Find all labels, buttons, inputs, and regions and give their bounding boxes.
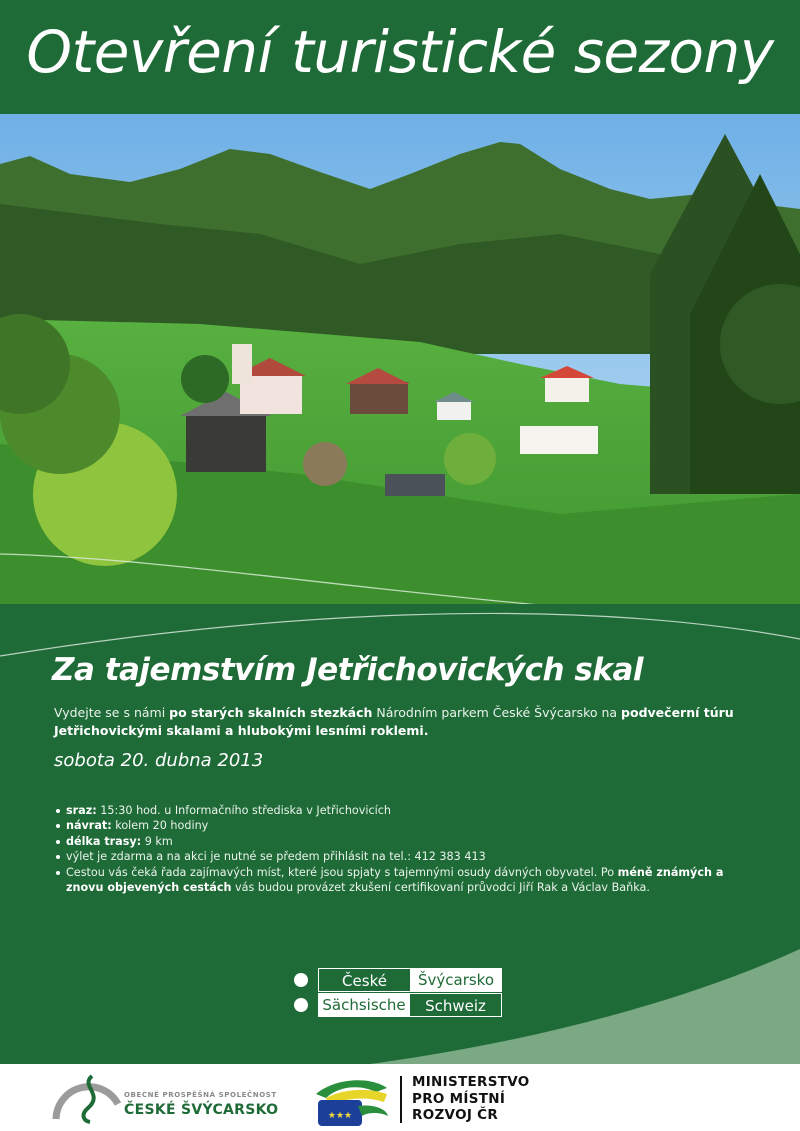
svg-text:★★★: ★★★ xyxy=(327,1111,353,1121)
intro-text: Národním parkem České Švýcarsko na xyxy=(372,705,622,720)
logo-cz-first: České xyxy=(318,968,410,992)
divider xyxy=(400,1076,402,1123)
event-heading: Za tajemstvím Jetřichovických skal xyxy=(52,652,643,688)
event-details xyxy=(54,803,754,895)
ministry-logo-text xyxy=(412,1074,530,1124)
detail-label: délka trasy: xyxy=(66,834,142,848)
ops-logo-icon xyxy=(56,1076,118,1122)
ministry-line: ROZVOJ ČR xyxy=(412,1107,499,1123)
poster-title: Otevření turistické sezony xyxy=(26,18,774,86)
logo-cz-second: Švýcarsko xyxy=(410,968,502,992)
detail-item xyxy=(54,803,754,818)
detail-text: Cestou vás čeká řada zajímavých míst, které jsou spjaty s tajemnými osudy dávných obyvatel. Po xyxy=(66,865,618,879)
logo-de-first: Sächsische xyxy=(318,993,410,1017)
intro-text: Vydejte se s námi xyxy=(54,705,170,720)
detail-item xyxy=(54,865,754,896)
detail-item xyxy=(54,849,754,864)
logo-dot-icon xyxy=(294,998,308,1012)
ceske-svycarsko-logo xyxy=(318,968,504,1018)
landscape-photo xyxy=(0,114,800,604)
detail-label: sraz: xyxy=(66,804,97,817)
logo-dot-icon xyxy=(294,973,308,987)
logo-de-second: Schweiz xyxy=(410,993,502,1017)
detail-item xyxy=(54,834,754,849)
intro-bold: podvečerní túru Jetřichovickými skalami a hlubokými lesními roklemi. xyxy=(54,705,734,738)
ministry-line: PRO MÍSTNÍ xyxy=(412,1090,506,1107)
detail-text: kolem 20 hodiny xyxy=(111,819,209,833)
title-banner xyxy=(0,0,800,114)
detail-bold: méně známých a znovu objevených cestách xyxy=(66,865,724,895)
detail-text: 9 km xyxy=(141,834,173,848)
ministry-line: MINISTERSTVO xyxy=(412,1074,530,1090)
eu-logo-icon xyxy=(316,1080,388,1126)
detail-text: 15:30 hod. u Informačního střediska v Jetřichovicích xyxy=(96,804,391,817)
detail-label: návrat: xyxy=(66,819,112,833)
intro-bold: po starých skalních stezkách xyxy=(169,705,373,720)
event-intro xyxy=(54,704,734,740)
ops-org-label: OBECNĚ PROSPĚŠNÁ SPOLEČNOST xyxy=(124,1091,277,1099)
detail-item xyxy=(54,818,754,833)
ops-org-name: ČESKÉ ŠVÝCARSKO xyxy=(124,1102,279,1118)
detail-text: výlet je zdarma a na akci je nutné se předem přihlásit na tel.: 412 383 413 xyxy=(66,850,486,864)
event-date: sobota 20. dubna 2013 xyxy=(54,750,264,771)
detail-text: vás budou provázet zkušení certifikovaní průvodci Jiří Rak a Václav Baňka. xyxy=(231,881,650,895)
